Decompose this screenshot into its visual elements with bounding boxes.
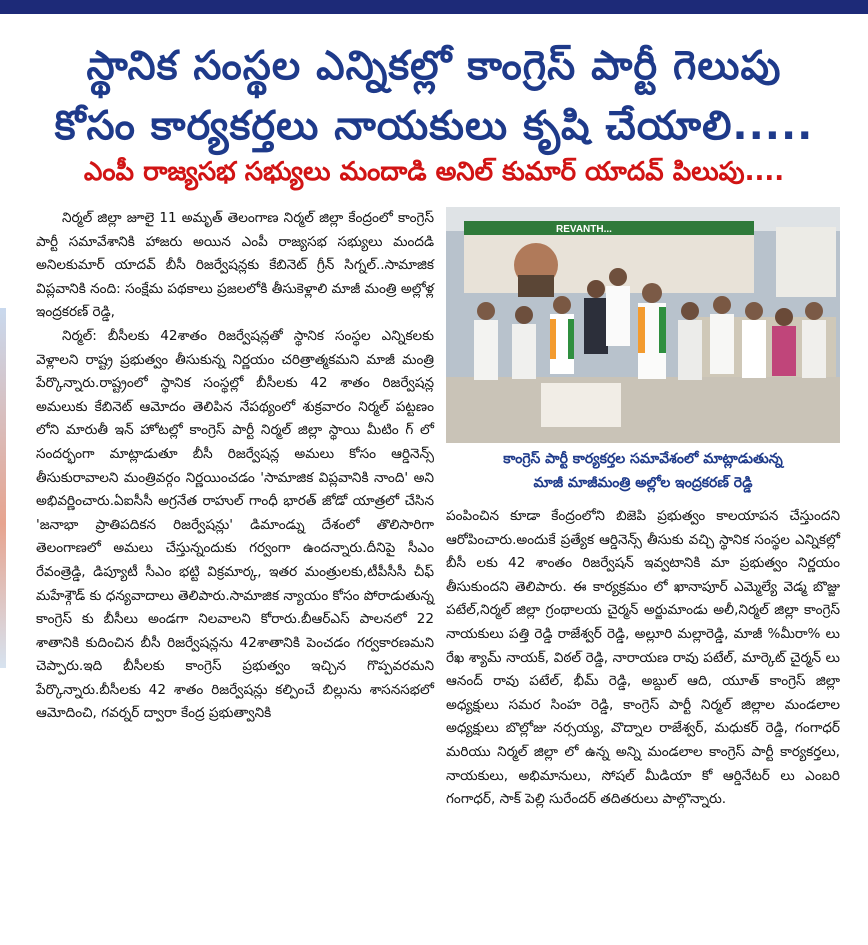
headline	[0, 36, 868, 156]
banner-text: REVANTH...	[556, 224, 612, 235]
subheadline: ఎంపీ రాజ్యసభ సభ్యులు మందాడి అనిల్ కుమార్ యాదవ్ పిలుపు....	[83, 157, 785, 187]
headline-line-1: స్థానిక సంస్థల ఎన్నికల్లో కాంగ్రెస్ పార్టీ గెలుపు	[86, 43, 782, 89]
top-color-bar	[0, 0, 868, 14]
article-body-left: నిర్మల్: బీసీలకు 42శాతం రిజర్వేషన్లతో స్థానిక సంస్థల ఎన్నికలకు వెళ్లాలని రాష్ట్ర ప్రభుత్వం తీసుకున్న నిర్ణయం చరిత్రాత్మకమని మాజీ మంత్రి పేర్కొన్నారు.రాష్ట్రంలో స్థానిక సంస్థల్లో బీసీలకు 42 శాతం రిజర్వేషన్ల అమలుకు కేబినెట్ ఆమోదం తెలిపిన నేపథ్యంలో శుక్రవారం నిర్మల్ పట్టణం లోని మారుతీ ఇన్ హోటల్లో కాంగ్రెస్ పార్టీ నిర్మల్ జిల్లా స్థాయి మీటిం గ్ లో సందర్భంగా మాట్లాడుతూ బీసీ రిజర్వేషన్ల అమలు కోసం ఆర్డినెన్స్ తీసుకురావాలని మంత్రివర్గం నిర్ణయించడం 'సామాజిక విప్లవానికి నాంది' అని అభివర్ణించారు.ఏఐసీసీ అగ్రనేత రాహుల్ గాంధీ భారత్ జోడో యాత్రలో చేసిన 'జనాభా ప్రాతిపదికన రిజర్వేషన్లు' డిమాండ్ను దేశంలో తొలిసారిగా తెలంగాణలో అమలు చేస్తున్నందుకు గర్వంగా ఉందన్నారు.దీనిపై సీఎం రేవంత్రెడ్డి, డిప్యూటీ సీఎం భట్టి విక్రమార్క, ఇతర మంత్రులకు,టీపీసీసీ చీఫ్ మహేశ్గౌడ్ కు ధన్యవాదాలు తెలిపారు.సామాజిక న్యాయం కోసం పోరాడుతున్న కాంగ్రెస్ కు బీసీలు అండగా నిలవాలని కోరారు.బీఆర్ఎస్ పాలనలో 22 శాతానికి కుదించిన బీసీ రిజర్వేషన్లను 42శాతానికి పెంచడం గర్వకారణమని చెప్పారు.ఇది బీసీలకు కాంగ్రెస్ ప్రభుత్వం ఇచ్చిన గొప్పవరమని పేర్కొన్నారు.బీసీలకు 42 శాతం రిజర్వేషన్లు కల్పించే బిల్లును శాసనసభలో ఆమోదించి, గవర్నర్ ద్వారా కేంద్ర ప్రభుత్వానికి	[36, 327, 434, 722]
article-lead-paragraph: నిర్మల్ జిల్లా జూలై 11 అమృత్ తెలంగాణ నిర్మల్ జిల్లా కేంద్రంలో కాంగ్రెస్ పార్టీ సమావేశానికి హాజరు అయిన ఎంపీ రాజ్యసభ సభ్యులు మందడి అనిలకుమార్ యాదవ్ బీసీ రిజర్వేషన్లకు కేబినెట్ గ్రీన్ సిగ్నల్..సామాజిక విప్లవానికి నంది: సంక్షేమ పథకాలు ప్రజలలోకి తీసుకెళ్లాలి మాజీ మంత్రి అల్లోళ్ల ఇంద్రకరణ్ రెడ్డి,	[36, 210, 434, 321]
caption-line-1: కాంగ్రెస్ పార్టీ కార్యకర్తల సమావేశంలో మాట్లాడుతున్న	[503, 451, 783, 467]
event-photo-illustration	[446, 207, 840, 443]
article-body-right: పంపించిన కూడా కేంద్రంలోని బిజెపి ప్రభుత్వం కాలయాపన చేస్తుందని ఆరోపించారు.అందుకే ప్రత్యేక ఆర్డినెన్స్ తీసుకు వచ్చి స్థానిక సంస్థల ఎన్నికల్లో బీసీ లకు 42 శాంతం రిజర్వేషన్ ఇవ్వటానికి మా ప్రభుత్వం నిర్ణయం తీసుకుందని తెలిపారు. ఈ కార్యక్రమం లో ఖానాపూర్ ఎమ్మెల్యే వెడ్మ బొజ్జు పటేల్,నిర్మల్ జిల్లా గ్రంథాలయ చైర్మన్ అర్జుమాండు అలీ,నిర్మల్ జిల్లా కాంగ్రెస్ నాయకులు పత్తి రెడ్డి రాజేశ్వర్ రెడ్డి, అల్లూరి మల్లారెడ్డి, మాజీ %మీరా% లు రేఖ శ్యామ్ నాయక్, విఠల్ రెడ్డి, నారాయణ రావు పటేల్, మార్కెట్ చైర్మన్ లు ఆనంద్ రావు పటేల్, భీమ్ రెడ్డి, అబ్దుల్ ఆది, యూత్ కాంగ్రెస్ జిల్లా అధ్యక్షులు సమర సింహ రెడ్డి, కాంగ్రెస్ పార్టీ నిర్మల్ జిల్లాల మండలాల అధ్యక్షులు బొల్లోజు నర్సయ్య, వొద్నాల రాజేశ్వర్, మధుకర్ రెడ్డి, గంగాధర్ మరియు నిర్మల్ జిల్లా లో ఉన్న అన్ని మండలాల కాంగ్రెస్ పార్టీ కార్యకర్తలు, నాయకులు, అభిమానులు, సోషల్ మీడియా కో ఆర్డినేటర్ లు ఎంబరి గంగాధర్, సాక్ పెల్లి సురేందర్ తదితరులు పాల్గొన్నారు.	[446, 508, 840, 808]
caption-line-2: మాజీ మాజీమంత్రి అల్లోల ఇంద్రకరణ్ రెడ్డి	[533, 475, 753, 491]
adjacent-article-edge	[0, 308, 6, 668]
headline-line-2: కోసం కార్యకర్తలు నాయకులు కృషి చేయాలి.....	[54, 103, 814, 149]
article-column-right	[446, 505, 840, 812]
photo-caption	[446, 447, 840, 495]
event-photo	[446, 207, 840, 443]
article-column-left	[36, 207, 434, 726]
